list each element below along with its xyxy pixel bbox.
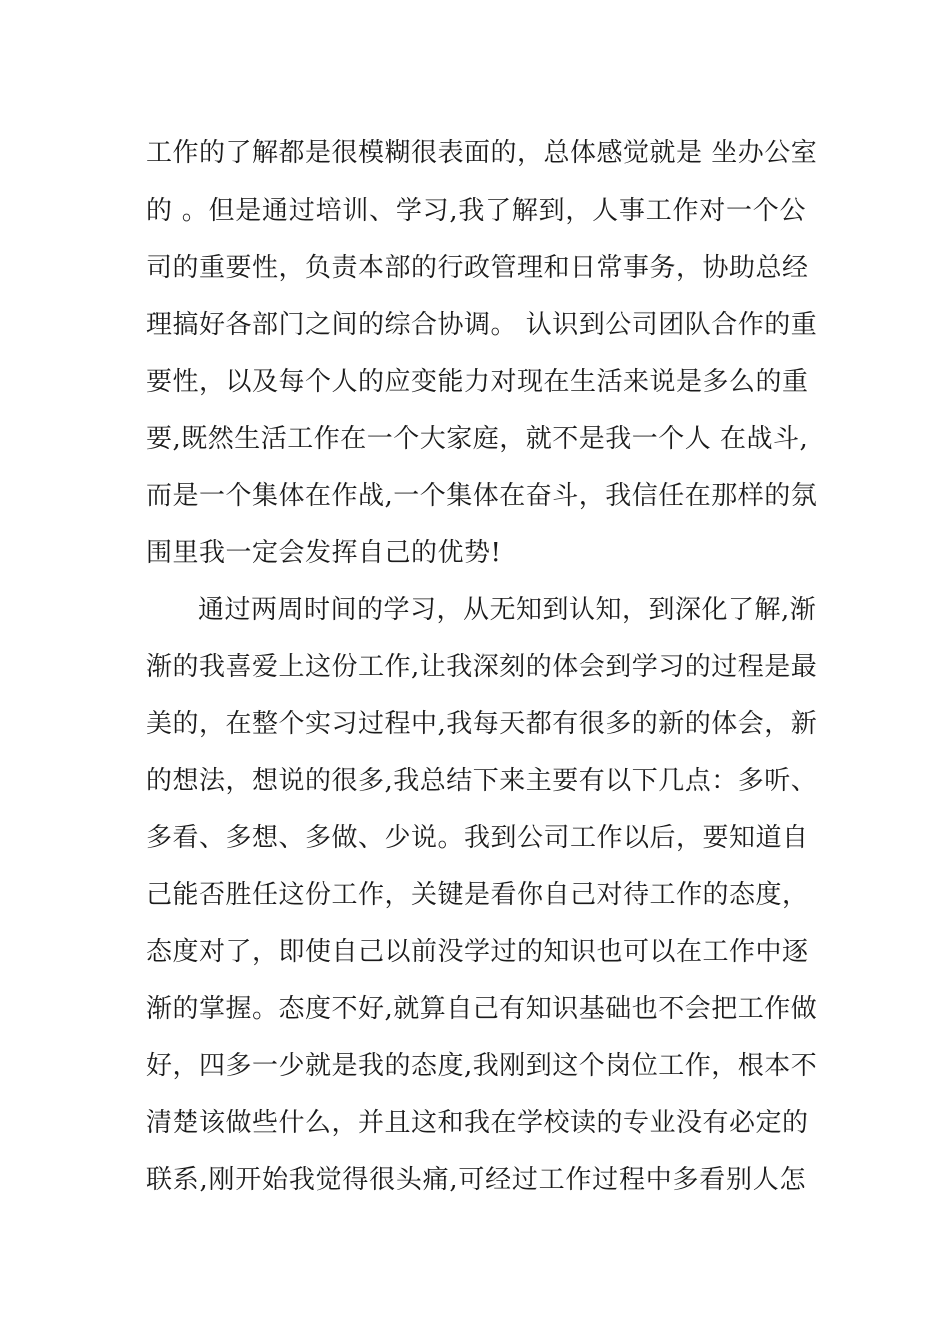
text-line-9: 通过两周时间的学习，从无知到认知，到深化了解,渐: [198, 595, 817, 625]
text-line-11: 美的，在整个实习过程中,我每天都有很多的新的体会，新: [146, 709, 818, 739]
text-line-19: 联系,刚开始我觉得很头痛,可经过工作过程中多看别人怎: [146, 1165, 806, 1195]
text-line-12: 的想法，想说的很多,我总结下来主要有以下几点：多听、: [146, 766, 818, 796]
text-line-15: 态度对了，即使自己以前没学过的知识也可以在工作中逐: [146, 937, 809, 967]
text-line-3: 司的重要性，负责本部的行政管理和日常事务，协助总经: [146, 253, 809, 283]
text-line-17: 好，四多一少就是我的态度,我刚到这个岗位工作，根本不: [146, 1051, 818, 1081]
text-line-6: 要,既然生活工作在一个大家庭，就不是我一个人 在战斗,: [146, 424, 809, 454]
text-line-7: 而是一个集体在作战,一个集体在奋斗，我信任在那样的氛: [146, 481, 818, 511]
text-line-13: 多看、多想、多做、少说。我到公司工作以后，要知道自: [146, 823, 809, 853]
text-line-18: 清楚该做些什么，并且这和我在学校读的专业没有必定的: [146, 1108, 809, 1138]
text-line-8: 围里我一定会发挥自己的优势!: [146, 538, 502, 568]
text-line-14: 己能否胜任这份工作，关键是看你自己对待工作的态度，: [146, 880, 809, 910]
text-line-4: 理搞好各部门之间的综合协调。 认识到公司团队合作的重: [146, 310, 818, 340]
text-line-2: 的 。但是通过培训、学习,我了解到，人事工作对一个公: [146, 196, 806, 226]
text-line-10: 渐的我喜爱上这份工作,让我深刻的体会到学习的过程是最: [146, 652, 818, 682]
text-line-16: 渐的掌握。态度不好,就算自己有知识基础也不会把工作做: [146, 994, 818, 1024]
text-line-5: 要性，以及每个人的应变能力对现在生活来说是多么的重: [146, 367, 809, 397]
text-line-1: 工作的了解都是很模糊很表面的，总体感觉就是 坐办公室: [146, 138, 818, 168]
